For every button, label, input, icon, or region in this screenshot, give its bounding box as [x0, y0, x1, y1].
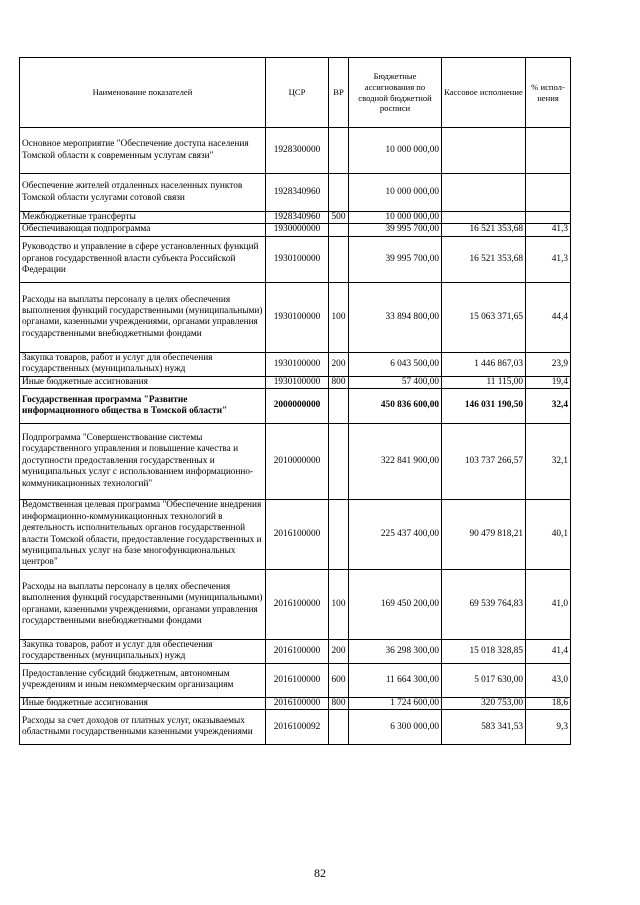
cell-assigned: 450 836 600,00 [349, 389, 442, 424]
cell-assigned: 10 000 000,00 [349, 174, 442, 212]
cell-name: Государственная программа "Развитие информационного общества в Томской области" [20, 389, 266, 424]
cell-executed: 69 539 764,83 [442, 570, 526, 640]
cell-name: Обеспечивающая подпрограмма [20, 224, 266, 236]
cell-csr: 1930100000 [266, 282, 329, 352]
cell-name: Межбюджетные трансферты [20, 212, 266, 224]
cell-executed: 15 063 371,65 [442, 282, 526, 352]
cell-name: Предоставление субсидий бюджетным, автономным учреждениям и иным некоммерческим организациям [20, 663, 266, 697]
cell-executed: 16 521 353,68 [442, 236, 526, 282]
cell-assigned: 36 298 300,00 [349, 640, 442, 664]
table-row [20, 212, 571, 224]
cell-csr: 1928340960 [266, 212, 329, 224]
cell-csr: 2016100000 [266, 663, 329, 697]
cell-csr: 2016100000 [266, 697, 329, 709]
cell-assigned: 10 000 000,00 [349, 212, 442, 224]
cell-vr: 800 [329, 697, 349, 709]
cell-percent: 40,1 [526, 500, 571, 570]
cell-executed: 583 341,53 [442, 710, 526, 745]
cell-executed: 5 017 630,00 [442, 663, 526, 697]
cell-vr: 800 [329, 376, 349, 388]
cell-executed: 146 031 190,50 [442, 389, 526, 424]
cell-vr [329, 710, 349, 745]
cell-percent [526, 174, 571, 212]
header-assigned: Бюджетные ассигнования по сводной бюджетной росписи [349, 58, 442, 128]
cell-name: Расходы за счет доходов от платных услуг, оказываемых областными государственными казенными учреждениями [20, 710, 266, 745]
cell-percent: 23,9 [526, 352, 571, 376]
cell-executed [442, 128, 526, 174]
cell-assigned: 11 664 300,00 [349, 663, 442, 697]
cell-name: Иные бюджетные ассигнования [20, 376, 266, 388]
cell-csr: 2016100000 [266, 570, 329, 640]
cell-assigned: 33 894 800,00 [349, 282, 442, 352]
cell-name: Расходы на выплаты персоналу в целях обеспечения выполнения функций государственными (муниципальными) органами, казенными учреждениями, органами управления государственными внебюджетными фондами [20, 282, 266, 352]
cell-executed: 103 737 266,57 [442, 424, 526, 500]
table-row [20, 352, 571, 376]
cell-percent: 44,4 [526, 282, 571, 352]
cell-csr: 1930100000 [266, 376, 329, 388]
cell-executed: 90 479 818,21 [442, 500, 526, 570]
cell-executed [442, 174, 526, 212]
header-percent: % испол-нения [526, 58, 571, 128]
cell-vr: 100 [329, 282, 349, 352]
cell-vr: 200 [329, 640, 349, 664]
cell-name: Подпрограмма "Совершенствование системы государственного управления и повышение качества и доступности предоставления государственных и муниципальных услуг с использованием информационно-коммуникационных технологий" [20, 424, 266, 500]
table-header-row [20, 58, 571, 128]
header-vr: ВР [329, 58, 349, 128]
cell-name: Ведомственная целевая программа "Обеспечение внедрения информационно-коммуникационных технологий в деятельность исполнительных органов государственной власти Томской области, предоставление государственных и муниципальных услуг на базе многофункциональных центров" [20, 500, 266, 570]
cell-executed: 320 753,00 [442, 697, 526, 709]
cell-csr: 2016100000 [266, 500, 329, 570]
cell-assigned: 322 841 900,00 [349, 424, 442, 500]
cell-csr: 2016100000 [266, 640, 329, 664]
cell-vr [329, 236, 349, 282]
cell-vr: 100 [329, 570, 349, 640]
cell-executed: 11 115,00 [442, 376, 526, 388]
cell-executed: 15 018 328,85 [442, 640, 526, 664]
cell-percent: 9,3 [526, 710, 571, 745]
cell-assigned: 6 043 500,00 [349, 352, 442, 376]
table-row [20, 128, 571, 174]
cell-csr: 1928300000 [266, 128, 329, 174]
table-row [20, 376, 571, 388]
page-number: 82 [314, 866, 326, 880]
table-row [20, 663, 571, 697]
cell-vr [329, 424, 349, 500]
header-executed: Кассовое исполнение [442, 58, 526, 128]
cell-executed: 16 521 353,68 [442, 224, 526, 236]
cell-assigned: 6 300 000,00 [349, 710, 442, 745]
table-row [20, 424, 571, 500]
cell-percent: 41,3 [526, 236, 571, 282]
cell-assigned: 169 450 200,00 [349, 570, 442, 640]
table-row [20, 282, 571, 352]
cell-percent: 43,0 [526, 663, 571, 697]
cell-vr: 600 [329, 663, 349, 697]
cell-percent: 19,4 [526, 376, 571, 388]
table-row [20, 570, 571, 640]
cell-name: Основное мероприятие "Обеспечение доступа населения Томской области к современным услугам связи" [20, 128, 266, 174]
cell-csr: 2000000000 [266, 389, 329, 424]
cell-percent [526, 128, 571, 174]
cell-percent: 32,1 [526, 424, 571, 500]
cell-percent: 18,6 [526, 697, 571, 709]
cell-executed: 1 446 867,03 [442, 352, 526, 376]
table-row [20, 236, 571, 282]
cell-csr: 2010000000 [266, 424, 329, 500]
cell-name: Иные бюджетные ассигнования [20, 697, 266, 709]
cell-csr: 1928340960 [266, 174, 329, 212]
cell-name: Закупка товаров, работ и услуг для обеспечения государственных (муниципальных) нужд [20, 352, 266, 376]
table-row [20, 224, 571, 236]
cell-assigned: 39 995 700,00 [349, 236, 442, 282]
table-row [20, 174, 571, 212]
cell-executed [442, 212, 526, 224]
cell-csr: 2016100092 [266, 710, 329, 745]
cell-percent: 41,4 [526, 640, 571, 664]
cell-vr [329, 174, 349, 212]
cell-csr: 1930100000 [266, 236, 329, 282]
cell-assigned: 1 724 600,00 [349, 697, 442, 709]
table-row [20, 640, 571, 664]
table-row [20, 697, 571, 709]
cell-percent [526, 212, 571, 224]
header-csr: ЦСР [266, 58, 329, 128]
cell-name: Обеспечение жителей отдаленных населенных пунктов Томской области услугами сотовой связи [20, 174, 266, 212]
cell-vr [329, 128, 349, 174]
table-row [20, 710, 571, 745]
cell-percent: 32,4 [526, 389, 571, 424]
cell-name: Расходы на выплаты персоналу в целях обеспечения выполнения функций государственными (муниципальными) органами, казенными учреждениями, органами управления государственными внебюджетными фондами [20, 570, 266, 640]
table-row [20, 500, 571, 570]
cell-assigned: 39 995 700,00 [349, 224, 442, 236]
table-body [20, 128, 571, 745]
header-name: Наименование показателей [20, 58, 266, 128]
table-row [20, 389, 571, 424]
cell-percent: 41,0 [526, 570, 571, 640]
cell-percent: 41,3 [526, 224, 571, 236]
cell-vr [329, 500, 349, 570]
cell-vr [329, 224, 349, 236]
cell-vr: 200 [329, 352, 349, 376]
budget-execution-table [19, 57, 571, 745]
cell-name: Закупка товаров, работ и услуг для обеспечения государственных (муниципальных) нужд [20, 640, 266, 664]
cell-assigned: 57 400,00 [349, 376, 442, 388]
cell-vr [329, 389, 349, 424]
cell-assigned: 225 437 400,00 [349, 500, 442, 570]
cell-assigned: 10 000 000,00 [349, 128, 442, 174]
cell-csr: 1930000000 [266, 224, 329, 236]
cell-csr: 1930100000 [266, 352, 329, 376]
cell-name: Руководство и управление в сфере установленных функций органов государственной власти субъекта Российской Федерации [20, 236, 266, 282]
cell-vr: 500 [329, 212, 349, 224]
